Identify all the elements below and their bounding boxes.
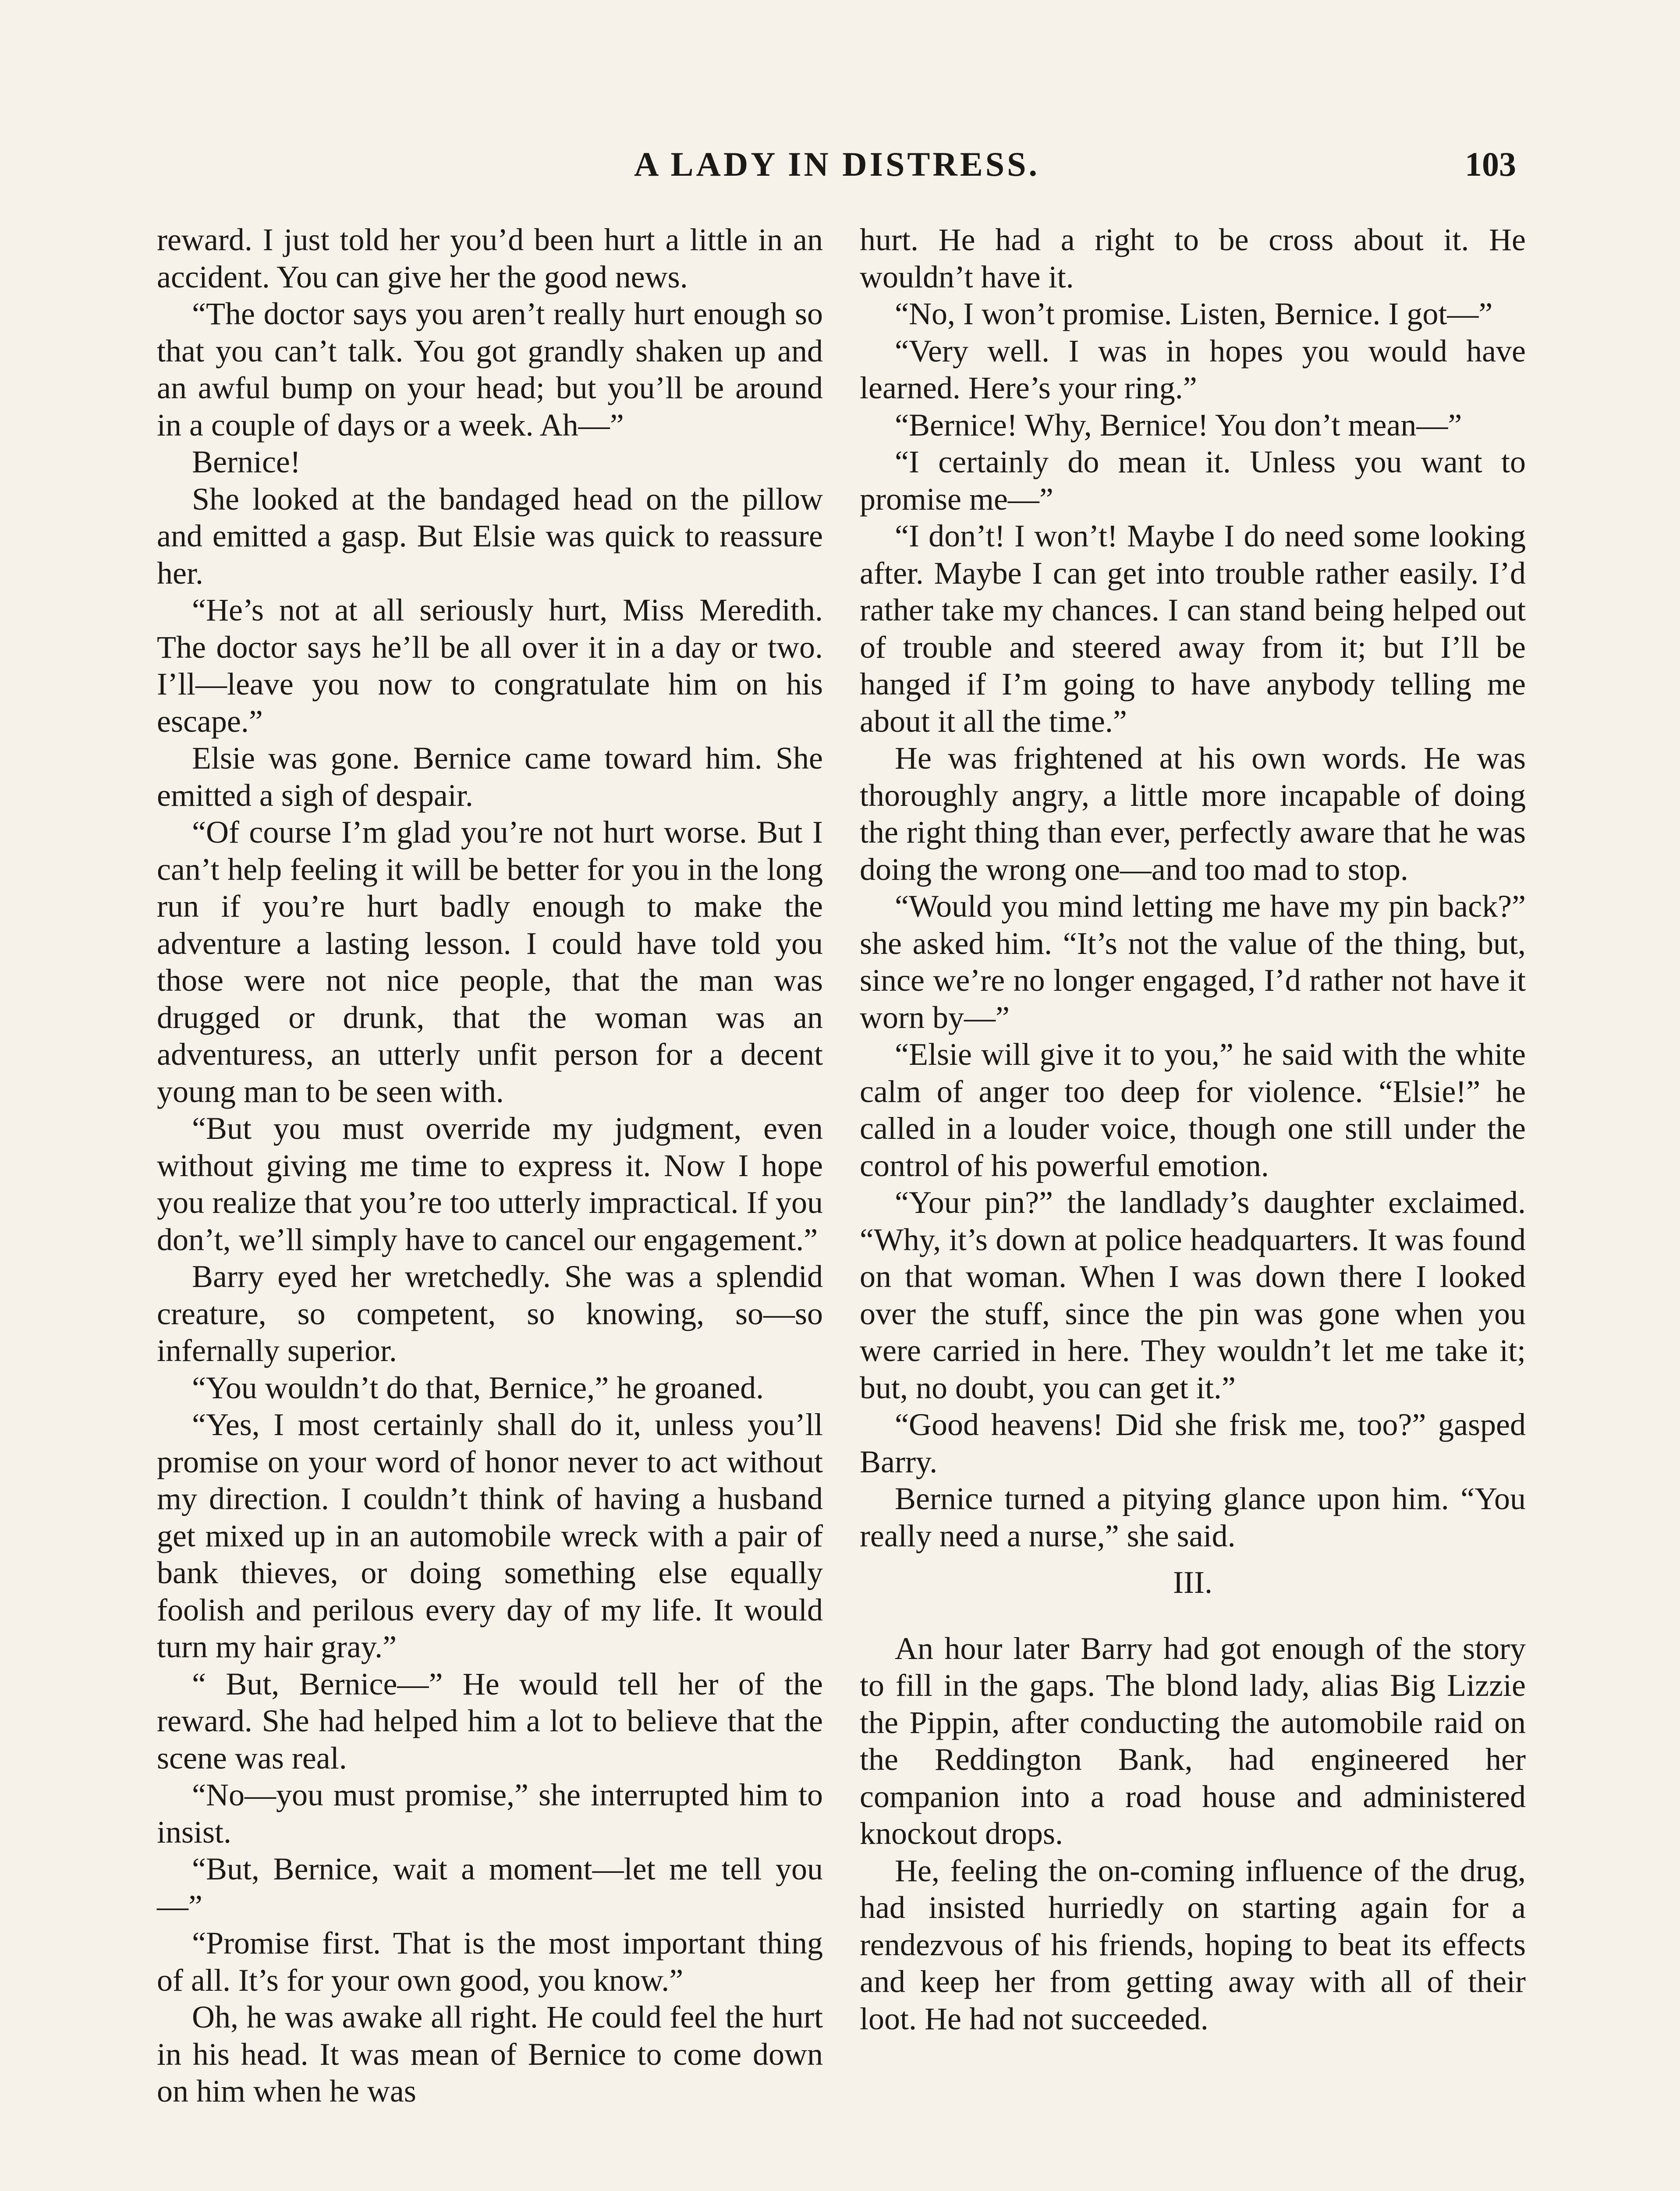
paragraph: “The doctor says you aren’t really hurt enough so that you can’t talk. You got grandly shaken up and an awful bump on your head; but you’ll be around in a couple of days or a week. Ah—”: [157, 296, 823, 443]
paragraph: He, feeling the on-coming influence of the drug, had insisted hurriedly on starting again for a rendezvous of his friends, hoping to beat its effects and keep her from getting away with all of their loot. He had not succeeded.: [860, 1853, 1526, 2036]
paragraph: “I certainly do mean it. Unless you want to promise me—”: [860, 444, 1526, 517]
paragraph: reward. I just told her you’d been hurt a little in an accident. You can give her the good news.: [157, 222, 823, 294]
paragraph: “Yes, I most certainly shall do it, unless you’ll promise on your word of honor never to act without my direction. I couldn’t think of having a husband get mixed up in an automobile wreck with a pair of bank thieves, or doing something else equally foolish and perilous every day of my life. It would turn my hair gray.”: [157, 1407, 823, 1664]
running-title: A LADY IN DISTRESS.: [634, 145, 1040, 183]
paragraph: Elsie was gone. Bernice came toward him. She emitted a sigh of despair.: [157, 741, 823, 813]
paragraph: An hour later Barry had got enough of the story to fill in the gaps. The blond lady, alias Big Lizzie the Pippin, after conducting the automobile raid on the Reddington Bank, had engineered her companion into a road house and administered knockout drops.: [860, 1631, 1526, 1851]
left-column: [157, 221, 823, 2110]
paragraph: She looked at the bandaged head on the pillow and emitted a gasp. But Elsie was quick to reassure her.: [157, 481, 823, 591]
paragraph: “But, Bernice, wait a moment—let me tell you—”: [157, 1851, 823, 1924]
paragraph: “Bernice! Why, Bernice! You don’t mean—”: [895, 407, 1462, 443]
paragraph: “You wouldn’t do that, Bernice,” he groaned.: [192, 1370, 764, 1405]
paragraph: “Promise first. That is the most important thing of all. It’s for your own good, you know.”: [157, 1925, 823, 1998]
section-heading: III.: [1173, 1565, 1212, 1600]
page-header: [158, 145, 1516, 197]
paragraph: “ But, Bernice—” He would tell her of the reward. She had helped him a lot to believe that the scene was real.: [157, 1666, 823, 1776]
paragraph: Bernice!: [192, 444, 301, 479]
paragraph: “But you must override my judgment, even without giving me time to express it. Now I hope you realize that you’re too utterly impractical. If you don’t, we’ll simply have to cancel our engagement.”: [157, 1111, 823, 1257]
paragraph: “Would you mind letting me have my pin back?” she asked him. “It’s not the value of the thing, but, since we’re no longer engaged, I’d rather not have it worn by—”: [860, 889, 1526, 1035]
paragraph: Oh, he was awake all right. He could feel the hurt in his head. It was mean of Bernice to come down on him when he was: [157, 2000, 823, 2109]
page-number: 103: [1465, 145, 1516, 183]
paragraph: “He’s not at all seriously hurt, Miss Meredith. The doctor says he’ll be all over it in a day or two. I’ll—leave you now to congratulate him on his escape.”: [157, 592, 823, 739]
paragraph: “Elsie will give it to you,” he said with the white calm of anger too deep for violence. “Elsie!” he called in a louder voice, though one still under the control of his powerful emotion.: [860, 1037, 1526, 1183]
paragraph: “Of course I’m glad you’re not hurt worse. But I can’t help feeling it will be better for you in the long run if you’re hurt badly enough to make the adventure a lasting lesson. I could have told you those were not nice people, that the man was drugged or drunk, that the woman was an adventuress, an utterly unfit person for a decent young man to be seen with.: [157, 815, 823, 1109]
paragraph: Bernice turned a pitying glance upon him. “You really need a nurse,” she said.: [860, 1481, 1526, 1553]
right-column: [860, 221, 1526, 2037]
paragraph: “I don’t! I won’t! Maybe I do need some looking after. Maybe I can get into trouble rather easily. I’d rather take my chances. I can stand being helped out of trouble and steered away from it; but I’ll be hanged if I’m going to have anybody telling me about it all the time.”: [860, 518, 1526, 739]
paragraph: “Your pin?” the landlady’s daughter exclaimed. “Why, it’s down at police headquarters. It was found on that woman. When I was down there I looked over the stuff, since the pin was gone when you were carried in here. They wouldn’t let me take it; but, no doubt, you can get it.”: [860, 1185, 1526, 1405]
paragraph: “No—you must promise,” she interrupted him to insist.: [157, 1777, 823, 1850]
paragraph: hurt. He had a right to be cross about it. He wouldn’t have it.: [860, 222, 1526, 294]
paragraph: “Very well. I was in hopes you would have learned. Here’s your ring.”: [860, 333, 1526, 405]
paragraph: Barry eyed her wretchedly. She was a splendid creature, so competent, so knowing, so—so infernally superior.: [157, 1259, 823, 1368]
paragraph: “No, I won’t promise. Listen, Bernice. I got—”: [895, 296, 1493, 331]
paragraph: “Good heavens! Did she frisk me, too?” gasped Barry.: [860, 1407, 1526, 1479]
paragraph: He was frightened at his own words. He was thoroughly angry, a little more incapable of doing the right thing than ever, perfectly aware that he was doing the wrong one—and too mad to stop.: [860, 741, 1526, 887]
